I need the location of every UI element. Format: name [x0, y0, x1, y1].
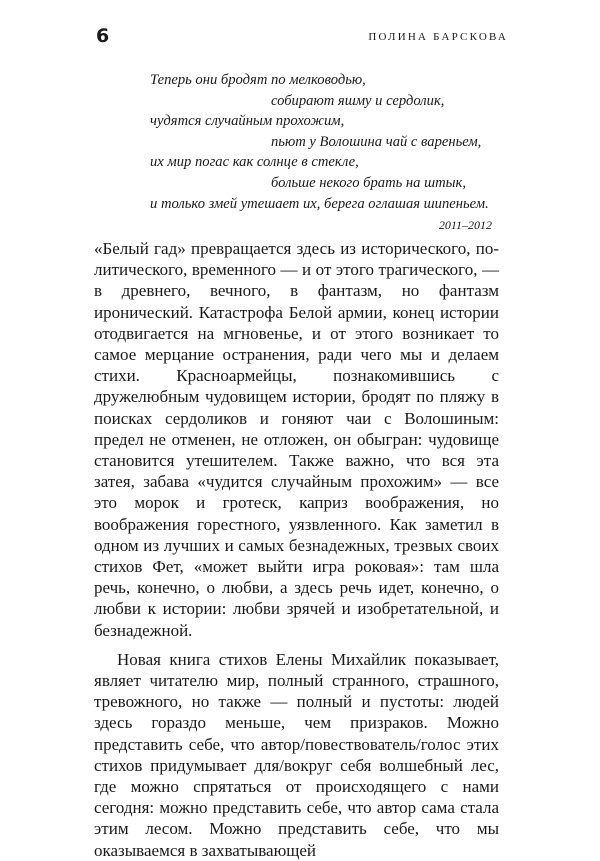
poem-line: их мир погас как солнце в стекле,	[150, 154, 359, 171]
poem-line: и только змей утешает их, берега оглашая шипеньем.	[150, 195, 489, 212]
poem-line: больше некого брать на штык,	[271, 174, 467, 191]
poem-line: чудятся случайным прохожим,	[150, 113, 345, 130]
poem-date: 2011–2012	[438, 218, 492, 233]
poem-epigraph	[150, 70, 510, 235]
paragraph: «Белый гад» превращается здесь из исторического, политического, временного — и от этого трагического, — в древнего, вечного, в фантазм, но фантазм иронический. Катастрофа Белой армии, конец истории отодвигается на мгновенье, и от этого возникает то самое мерцание остранения, ради чего мы и делаем стихи. Красноармейцы, познакомившись с дружелюбным чудовищем истории, бродят по пляжу в поисках сердоликов и гоняют чаи с Волошиным: предел не отменен, не отложен, он обыгран: чудовище становится утешителем. Также важно, что вся эта затея, забава «чудится случайным прохожим» — все это морок и гротеск, каприз воображения, но воображения горестного, уязвленного. Как заметил в одном из лучших и самых безнадежных, трезвых своих стихов Фет, «может выйти игра роковая»: там шла речь, конечно, о любви, а здесь речь идет, конечно, о любви к истории: любви зрячей и изобретательной, и безнадежной.	[94, 239, 499, 640]
poem-line: собирают яшму и сердолик,	[271, 92, 445, 109]
running-title: ПОЛИНА БАРСКОВА	[368, 31, 508, 43]
poem-line: пьют у Волошина чай с вареньем,	[271, 133, 482, 150]
body-text	[94, 238, 499, 861]
page-number: 6	[96, 25, 110, 47]
poem-line: Теперь они бродят по мелководью,	[150, 72, 366, 88]
paragraph: Новая книга стихов Елены Михайлик показывает, являет читателю мир, полный странного, страшного, тревожного, но также — полный и пустоты: людей здесь гораздо меньше, чем призраков. Можно представить себе, что автор/повествователь/голос этих стихов придумывает для/вокруг себя волшебный лес, где можно спрятаться от происходящего с нами сегодня: можно представить себе, что автор сама стала этим лесом. Можно представить себе, что мы оказываемся в захватывающей	[94, 649, 499, 860]
